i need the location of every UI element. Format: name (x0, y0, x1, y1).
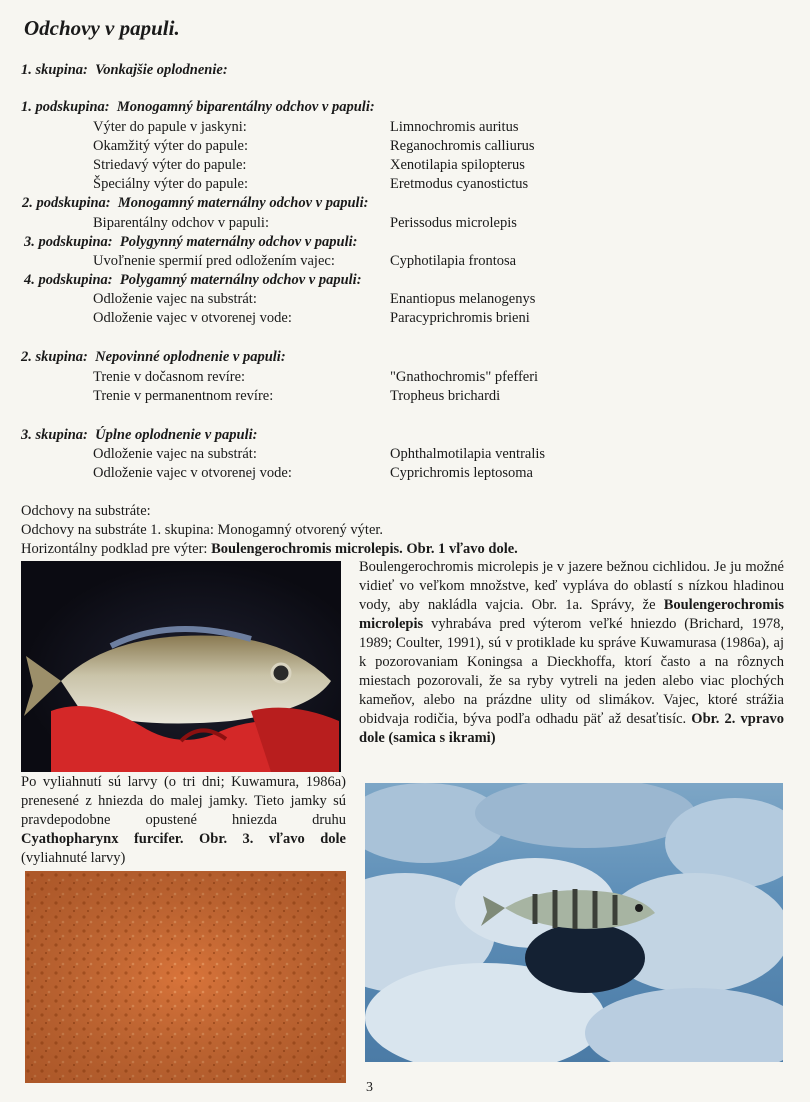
fig3-reference: Cyathopharynx furcifer. Obr. 3. vľavo dole (21, 831, 346, 847)
right-paragraph: Boulengerochromis microlepis je v jazere bežnou cichlidou. Je ju možné vidieť vo veľkom množstve, keď vypláva do oblastí s nízkou hladinou vody, aby nakládla vajcia. Obr. 1a. Správy, že Boulengerochromis microlepis vyhrabáva pred výterom veľké hniezdo (Brichard, 1978, 1989; Coulter, 1991), sú v protiklade ku správe Kuwamurasa (1986a), aj k pozorovaniam Koningsa a Dieckhoffa, ktorí často a na rôznych miestach pozorovali, že sa ryby vytreli na jeden alebo viac plochých kameňov, alebo na prázdne ulity od slimákov. Vajec, ktoré strážia obidvaja rodičia, býva podľa odhadu päť až desaťtisíc. Obr. 2. vpravo dole (samica s ikrami) (359, 559, 785, 746)
subgroup-1-heading: 1. podskupina: Monogamný biparentálny odchov v papuli: (21, 99, 375, 115)
figure-1-photo (21, 561, 341, 772)
subgroup-4-heading: 4. podskupina: Polygamný maternálny odchov v papuli: (24, 272, 362, 288)
fig2-reference: Obr. 2. vpravo dole (samica s ikrami) (359, 711, 785, 746)
fig1-reference: Boulengerochromis microlepis. Obr. 1 vľavo dole. (211, 541, 518, 557)
group-2-heading: 2. skupina: Nepovinné oplodnenie v papuli: (21, 349, 286, 365)
page-title: Odchovy v papuli. (24, 16, 180, 40)
subgroup-3-heading: 3. podskupina: Polygynný maternálny odchov v papuli: (24, 234, 358, 250)
substrate-line-1: Odchovy na substráte: (21, 503, 151, 519)
subgroup-2-heading: 2. podskupina: Monogamný maternálny odchov v papuli: (22, 195, 369, 211)
left-paragraph: Po vyliahnutí sú larvy (o tri dni; Kuwamura, 1986a) prenesené z hniezda do malej jamky. Tieto jamky sú pravdepodobne opustené hniezda druhu Cyathopharynx furcifer. Obr. 3. vľavo dole (vyliahnuté larvy) (21, 774, 346, 866)
substrate-line-3: Horizontálny podklad pre výter: Boulengerochromis microlepis. Obr. 1 vľavo dole. (21, 541, 518, 557)
group-3-heading: 3. skupina: Úplne oplodnenie v papuli: (21, 427, 258, 443)
substrate-line-2: Odchovy na substráte 1. skupina: Monogamný otvorený výter. (21, 522, 384, 538)
female-with-eggs-on-rocks-icon (365, 783, 783, 1062)
group-1-heading: 1. skupina: Vonkajšie oplodnenie: (21, 62, 228, 78)
figure-3-photo (25, 871, 346, 1083)
hatched-larvae-icon (25, 871, 346, 1083)
figure-2-photo (365, 783, 783, 1062)
page-number: 3 (366, 1080, 373, 1095)
fish-held-in-red-gloves-icon (21, 561, 341, 772)
